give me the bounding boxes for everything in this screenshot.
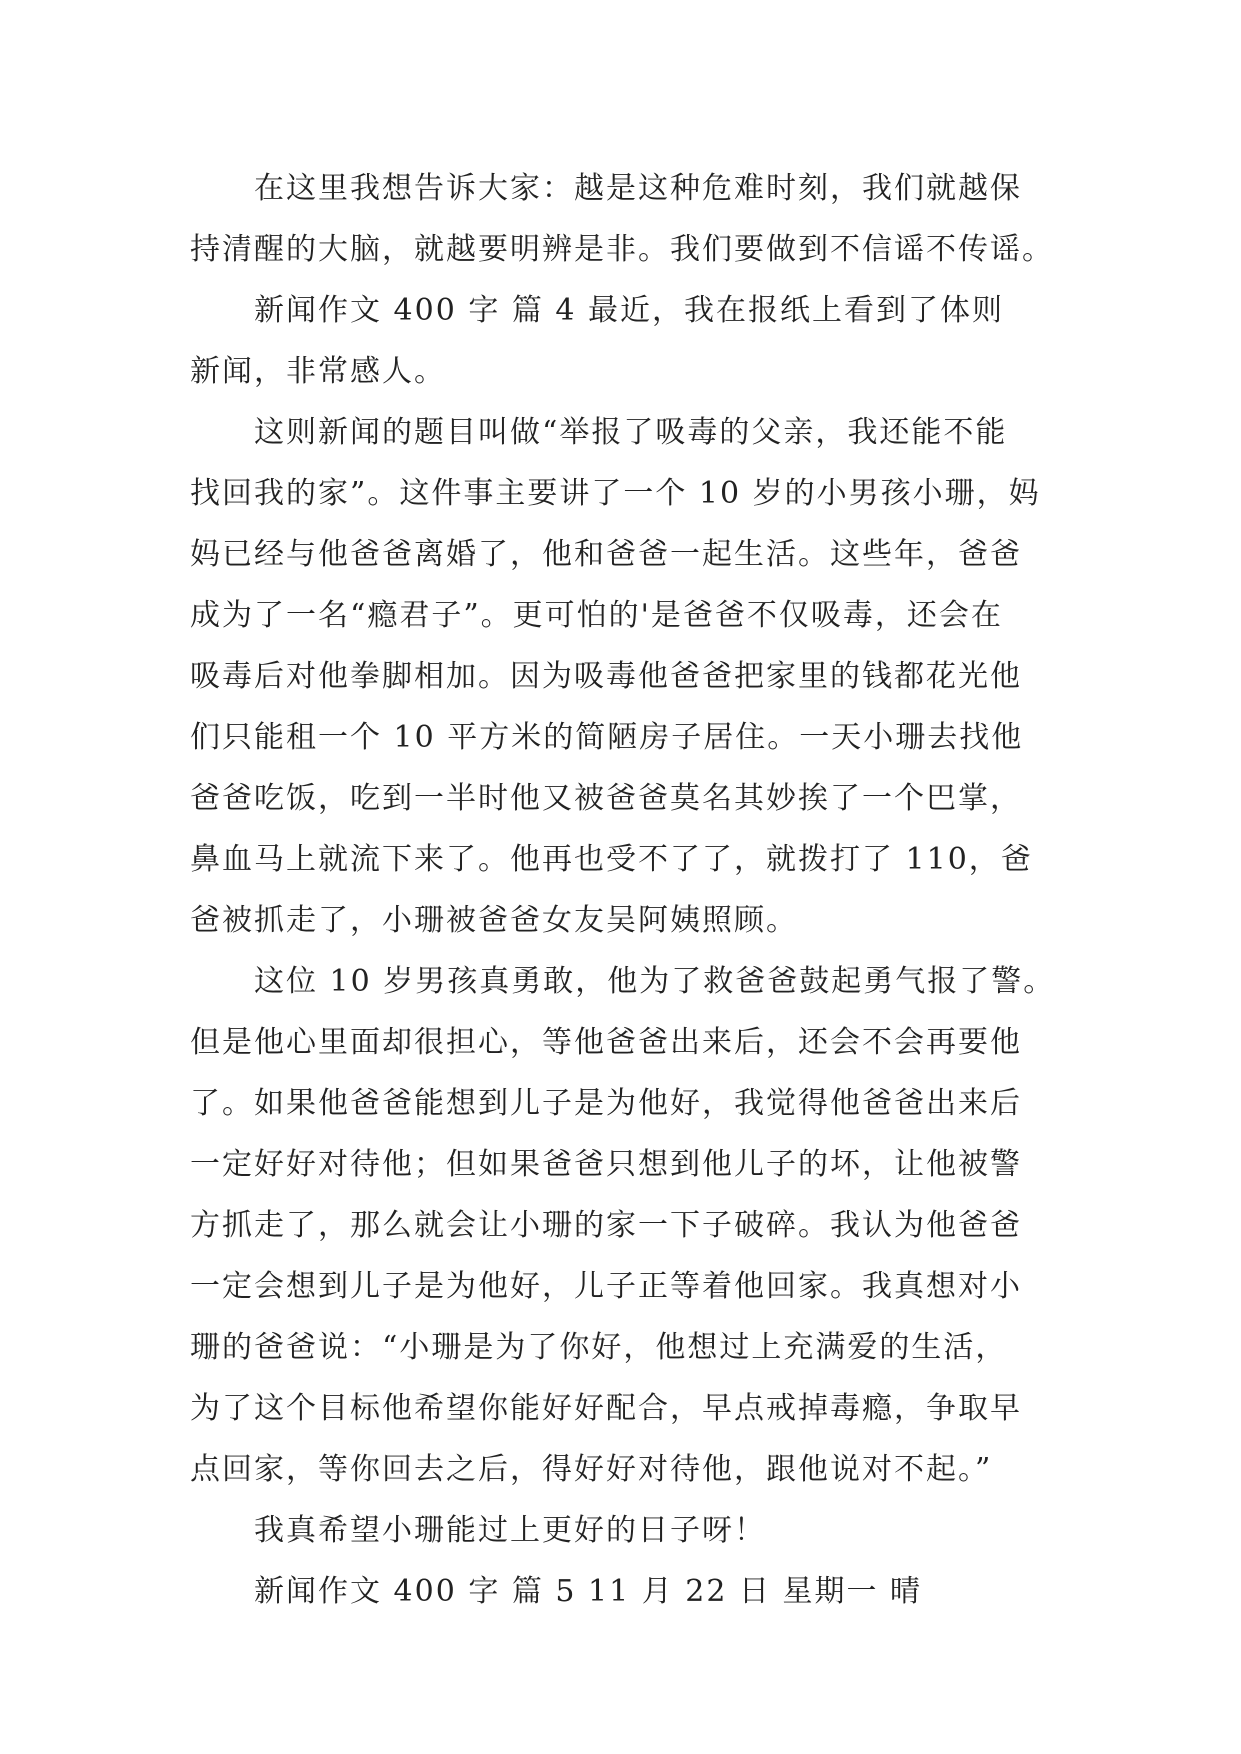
text-line: 点回家，等你回去之后，得好好对待他，跟他说对不起。” [190, 1452, 993, 1487]
text-line: 持清醒的大脑，就越要明辨是非。我们要做到不信谣不传谣。 [190, 232, 1054, 267]
text-line: 爸爸吃饭，吃到一半时他又被爸爸莫名其妙挨了一个巴掌， [190, 781, 1022, 816]
text-line: 这则新闻的题目叫做“举报了吸毒的父亲，我还能不能 [254, 415, 1008, 450]
section-heading-line: 新闻作文 400 字 篇 4 最近，我在报纸上看到了体则 [254, 293, 1005, 328]
text-line: 一定会想到儿子是为他好，儿子正等着他回家。我真想对小 [190, 1269, 1022, 1304]
document-body [190, 158, 1070, 1622]
text-line: 新闻，非常感人。 [190, 354, 446, 389]
text-line: 一定好好对待他；但如果爸爸只想到他儿子的坏，让他被警 [190, 1147, 1022, 1182]
text-line: 们只能租一个 10 平方米的简陋房子居住。一天小珊去找他 [190, 720, 1024, 755]
text-line: 鼻血马上就流下来了。他再也受不了了，就拨打了 110，爸 [190, 842, 1033, 877]
text-line: 但是他心里面却很担心，等他爸爸出来后，还会不会再要他 [190, 1025, 1022, 1060]
text-line: 为了这个目标他希望你能好好配合，早点戒掉毒瘾，争取早 [190, 1391, 1022, 1426]
text-line: 找回我的家”。这件事主要讲了一个 10 岁的小男孩小珊，妈 [190, 476, 1041, 511]
text-line: 妈已经与他爸爸离婚了，他和爸爸一起生活。这些年，爸爸 [190, 537, 1022, 572]
text-line: 我真希望小珊能过上更好的日子呀！ [254, 1513, 766, 1548]
text-line: 珊的爸爸说：“小珊是为了你好，他想过上充满爱的生活， [190, 1330, 1008, 1365]
text-line: 爸被抓走了，小珊被爸爸女友吴阿姨照顾。 [190, 903, 798, 938]
text-line: 在这里我想告诉大家：越是这种危难时刻，我们就越保 [254, 171, 1022, 206]
text-line: 这位 10 岁男孩真勇敢，他为了救爸爸鼓起勇气报了警。 [254, 964, 1056, 999]
text-line: 了。如果他爸爸能想到儿子是为他好，我觉得他爸爸出来后 [190, 1086, 1022, 1121]
text-line: 吸毒后对他拳脚相加。因为吸毒他爸爸把家里的钱都花光他 [190, 659, 1022, 694]
text-line: 方抓走了，那么就会让小珊的家一下子破碎。我认为他爸爸 [190, 1208, 1022, 1243]
section-heading-line: 新闻作文 400 字 篇 5 11 月 22 日 星期一 晴 [254, 1574, 923, 1609]
text-line: 成为了一名“瘾君子”。更可怕的'是爸爸不仅吸毒，还会在 [190, 598, 1003, 633]
